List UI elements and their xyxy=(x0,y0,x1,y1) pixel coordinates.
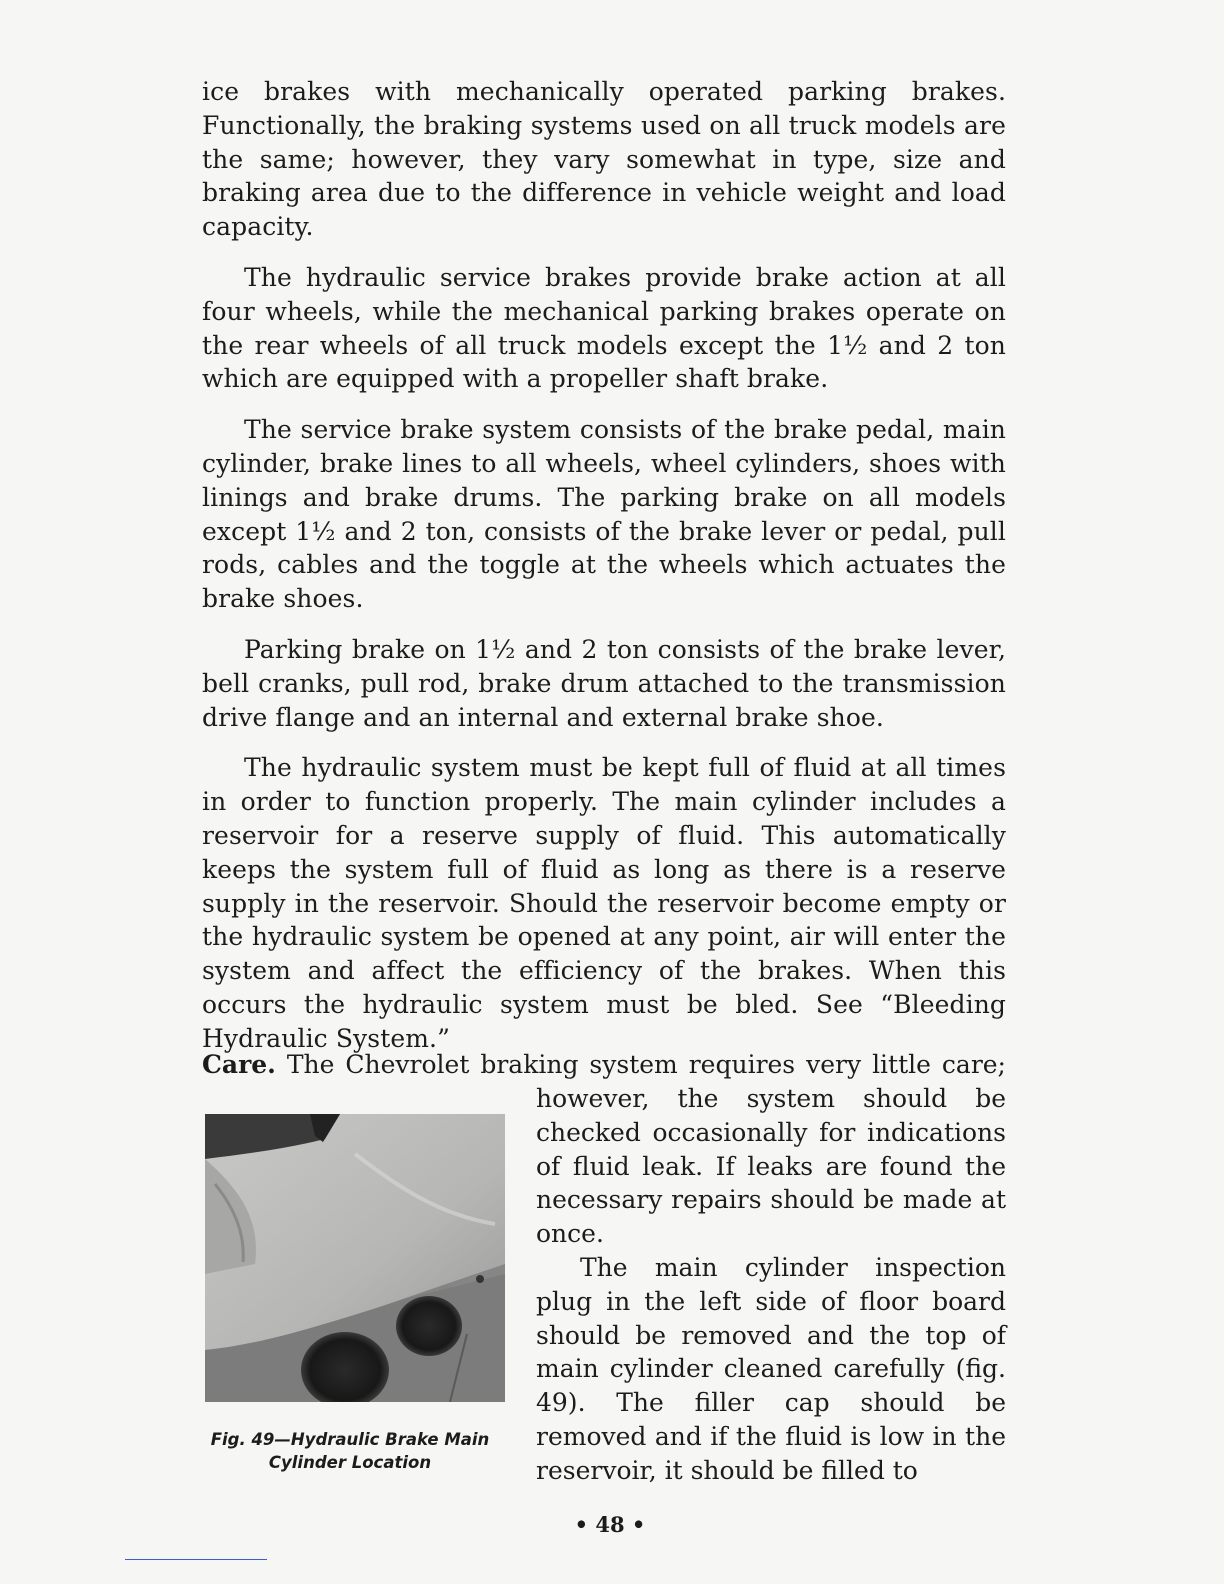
page-number: • 48 • xyxy=(574,1512,646,1537)
body-text xyxy=(202,75,1006,1073)
care-section-lead xyxy=(202,1048,1006,1082)
paragraph-2: The hydraulic service brakes provide brake action at all four wheels, while the mechanical parking brakes operate on the rear wheels of all truck models except the 1½ and 2 ton which are equipped with a propeller shaft brake. xyxy=(202,262,1006,394)
paragraph-1: ice brakes with mechanically operated parking brakes. Functionally, the braking systems used on all truck models are the same; however, they vary somewhat in type, size and braking area due to the difference in vehicle weight and load capacity. xyxy=(202,77,1006,242)
paragraph-5: The hydraulic system must be kept full of fluid at all times in order to function properly. The main cylinder includes a reservoir for a reserve supply of fluid. This automatically keeps the system full of fluid as long as there is a reserve supply in the reservoir. Should the reservoir become empty or the hydraulic system be opened at any point, air will enter the system and affect the efficiency of the brakes. When this occurs the hydraulic system must be bled. See “Bleeding Hydraulic System.” xyxy=(202,753,1006,1053)
care-lead-text: The Chevrolet braking system requires very little care; xyxy=(286,1050,1006,1079)
paragraph-3: The service brake system consists of the brake pedal, main cylinder, brake lines to all wheels, wheel cylinders, shoes with linings and brake drums. The parking brake on all models except 1½ and 2 ton, consists of the brake lever or pedal, pull rods, cables and the toggle at the wheels which actuates the brake shoes. xyxy=(202,415,1006,614)
paragraph-4: Parking brake on 1½ and 2 ton consists of the brake lever, bell cranks, pull rod, brake drum attached to the transmission drive flange and an internal and external brake shoe. xyxy=(202,634,1006,732)
figure-caption-line-1: Fig. 49—Hydraulic Brake Main xyxy=(210,1430,490,1449)
figure-49-photo xyxy=(205,1114,505,1402)
figure-caption-line-2: Cylinder Location xyxy=(268,1453,432,1472)
care-continuation: however, the system should be checked occasionally for indications of fluid leak. If leaks are found the necessary repairs should be made at once. xyxy=(536,1084,1006,1249)
footer-rule xyxy=(125,1559,267,1560)
care-heading: Care. xyxy=(202,1050,276,1079)
care-right-column xyxy=(536,1082,1006,1488)
care-paragraph-2: The main cylinder inspection plug in the left side of floor board should be removed and the top of main cylinder cleaned carefully (fig. 49). The filler cap should be removed and if the fluid is low in the reservoir, it should be filled to xyxy=(536,1252,1006,1485)
brake-cylinder-photo xyxy=(205,1114,505,1402)
figure-caption xyxy=(200,1428,500,1474)
